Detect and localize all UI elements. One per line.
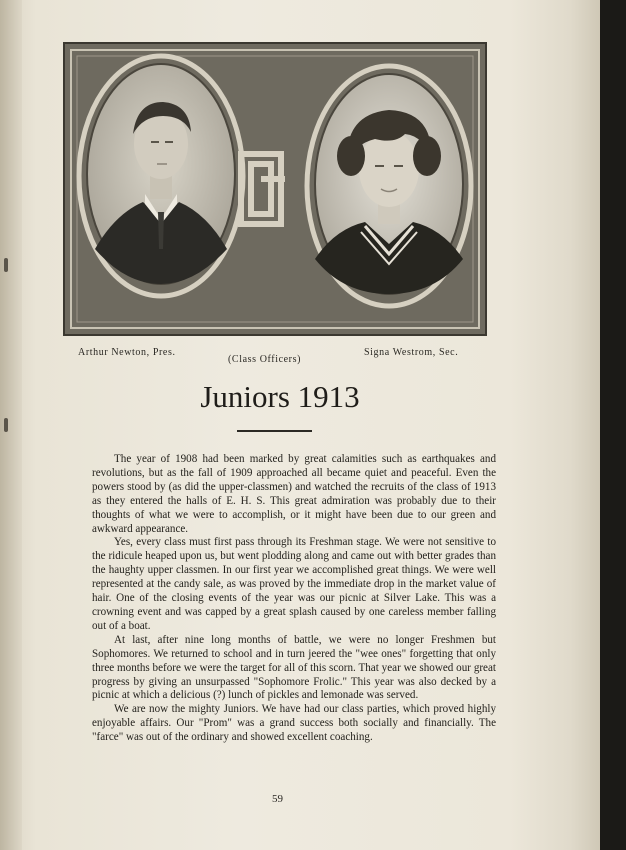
portrait-arthur-newton: [79, 56, 243, 296]
paragraph: The year of 1908 had been marked by great calamities such as earthquakes and revolutions, but as the fall of 1909 approached all became quiet and peaceful. Even the powers stood by (as did the upper-classmen) and watched the recruits of the class of 1913 as they entered the halls of E. H. S. This great admiration was probably due to their thoughts of what we were to accomplish, or it might have been due to our green and awkward appearance.: [92, 453, 496, 535]
title-divider: [237, 430, 312, 432]
binding-mark: [4, 258, 8, 272]
caption-president: Arthur Newton, Pres.: [78, 347, 176, 358]
page-number: 59: [272, 793, 283, 805]
page-title: Juniors 1913: [200, 379, 360, 414]
binding-mark: [4, 418, 8, 432]
paragraph: We are now the mighty Juniors. We have had our class parties, which proved highly enjoyable affairs. Our "Prom" was a grand success both socially and financially. The "farce" was out of the ordinary and showed excellent coaching.: [92, 703, 496, 744]
caption-secretary: Signa Westrom, Sec.: [364, 347, 459, 358]
paragraph: Yes, every class must first pass through its Freshman stage. We were not sensitive to the ridicule heaped upon us, but went plodding along and came out with better grades than the haughty upper classmen. In our first year we accomplished great things. We were well represented at the candy sale, as was proved by the immediate drop in the market value of hair. One of the closing events of the year was our picnic at Silver Lake. This was a crowning event and was capped by a great splash caused by one careless member falling out of a boat.: [92, 536, 496, 632]
portrait-signa-westrom: [307, 66, 471, 306]
paragraph: At last, after nine long months of battle, we were no longer Freshmen but Sophomores. We returned to school and in turn jeered the "wee ones" forgetting that only three months before we were the target for all of this scorn. That year we showed our great progress by giving an unsurpassed "Sophomore Frolic." This year was also decked by a picnic at which a delicious (?) lunch of pickles and lemonade was served.: [92, 633, 496, 702]
caption-class-officers: (Class Officers): [228, 354, 302, 365]
article-body: [92, 453, 496, 745]
class-officers-photo-panel: [63, 42, 487, 336]
